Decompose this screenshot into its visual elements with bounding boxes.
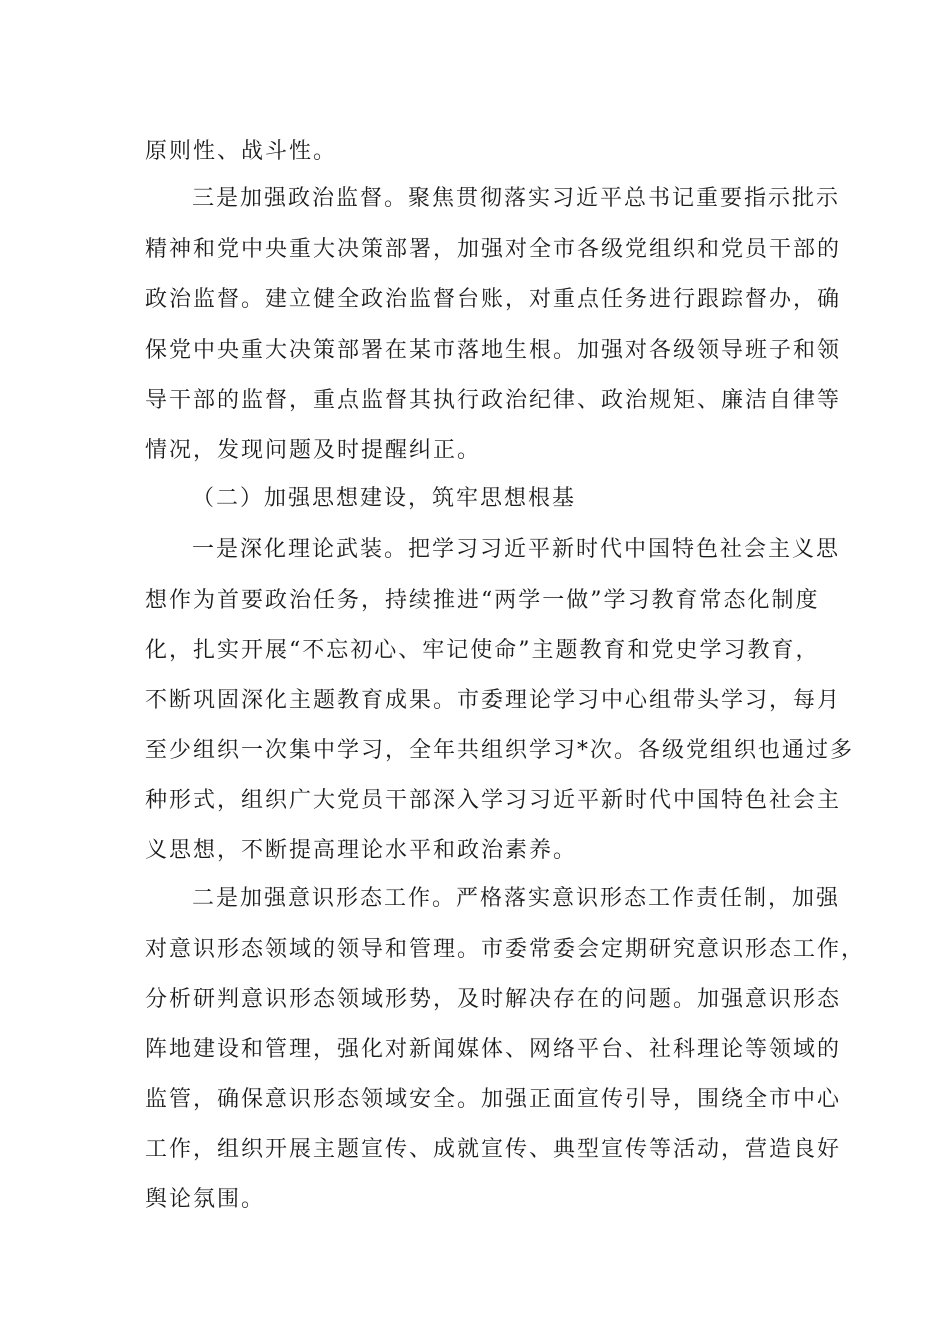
text-line: 政治监督。建立健全政治监督台账，对重点任务进行跟踪督办，确 [145, 287, 842, 312]
paragraph-first-line: 二是加强意识形态工作。严格落实意识形态工作责任制，加强 [192, 886, 841, 911]
text-line: 监管，确保意识形态领域安全。加强正面宣传引导，围绕全市中心 [145, 1087, 842, 1112]
paragraph-first-line: 三是加强政治监督。聚焦贯彻落实习近平总书记重要指示批示 [192, 186, 841, 211]
text-line: 原则性、战斗性。 [145, 139, 338, 164]
text-line: 情况，发现问题及时提醒纠正。 [145, 438, 482, 463]
text-line: 化，扎实开展“不忘初心、牢记使命”主题教育和党史学习教育， [145, 638, 820, 663]
text-line: 义思想，不断提高理论水平和政治素养。 [145, 838, 578, 863]
text-line: 至少组织一次集中学习，全年共组织学习*次。各级党组织也通过多 [145, 738, 855, 763]
text-line: 舆论氛围。 [145, 1187, 266, 1212]
text-line: 工作，组织开展主题宣传、成就宣传、典型宣传等活动，营造良好 [145, 1137, 842, 1162]
text-line: 想作为首要政治任务，持续推进“两学一做”学习教育常态化制度 [145, 588, 820, 613]
text-line: 保党中央重大决策部署在某市落地生根。加强对各级领导班子和领 [145, 338, 842, 363]
text-line: 不断巩固深化主题教育成果。市委理论学习中心组带头学习，每月 [145, 688, 842, 713]
text-line: 精神和党中央重大决策部署，加强对全市各级党组织和党员干部的 [145, 237, 842, 262]
text-line: 对意识形态领域的领导和管理。市委常委会定期研究意识形态工作， [145, 937, 866, 962]
text-line: 种形式，组织广大党员干部深入学习习近平新时代中国特色社会主 [145, 788, 842, 813]
text-line: 导干部的监督，重点监督其执行政治纪律、政治规矩、廉洁自律等 [145, 388, 842, 413]
text-line: 分析研判意识形态领域形势，及时解决存在的问题。加强意识形态 [145, 987, 842, 1012]
paragraph-first-line: 一是深化理论武装。把学习习近平新时代中国特色社会主义思 [192, 537, 841, 562]
text-line: 阵地建设和管理，强化对新闻媒体、网络平台、社科理论等领域的 [145, 1037, 842, 1062]
section-heading: （二）加强思想建设，筑牢思想根基 [192, 486, 577, 511]
